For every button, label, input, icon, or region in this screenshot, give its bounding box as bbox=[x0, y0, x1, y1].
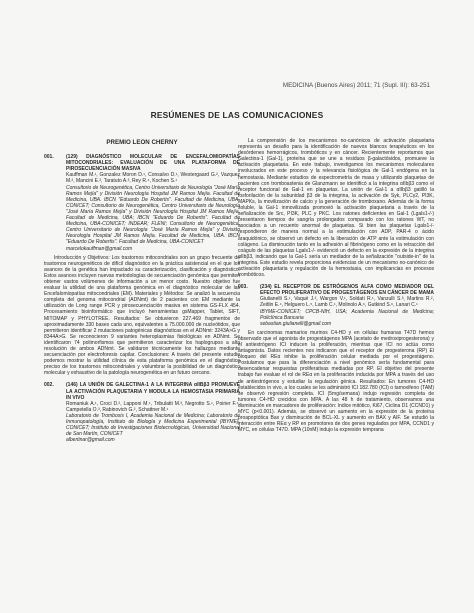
abstract-authors: Romaniuk A.¹, Croci D.², Lapponi M.¹, Tribulatti M.³, Negrotto S.¹, Poirier F.⁴, Campetella O.³, Rabinovich G.², Schattner M.¹ bbox=[66, 400, 240, 413]
abstract-title: (146) LA UNIÓN DE GALECTINA-1 A LA INTEGRINA αIIBβ3 PROMUEVE LA ACTIVACIÓN PLAQUETARIA Y MODULA LA HEMOSTASIA PRIMARIA IN VIVO bbox=[66, 382, 240, 401]
abstract-number: 002. bbox=[44, 382, 54, 389]
abstract-email: albertinar@gmail.com bbox=[66, 437, 115, 444]
right-column bbox=[238, 138, 434, 436]
abstract-body: En carcinomas mamarios murinos C4-HD y en células humanas T47D hemos observado que el agonista de progestágenos MPA (acetato de medroxiprogesterona) y el antiestrógeno ICI inducen la proliferación, mientras que ICI no actúa como antagonista. Datos recientes nos indicaron que el receptor de progesterona (RP) El bloqueo del REα inhibe la proliferación celular mediada por el progestágeno. Postulamos que para la diferenciación a nivel genómico sería fundamental para desencadenar respuestas proliferativas mediadas por RP. El objetivo del presente trabajo fue evaluar el rol de REα en la proliferación inducida por MPA a través del uso de antiestrógenos y estudiar la regulación génica. Resultados: En tumores C4-HD establecidos in vivo, a los cuales se les administró ICI 182.780 (ICI) o tamoxifeno (TAM) se observó regresión completa. ICI (5mg/semana) indujo regresión completa de tumores C4-HD crecidos con MPA. A las 48 h de tratamiento, observamos una disminución en marcadores de proliferación: índice mitótico, Ki67, Ciclina D1 (CCND1) y MYC (p<0.001). Además, se observó un aumento en la expresión de la proteína proapoptótica Bax y disminución de BCL-XL y aumento en BAX y AIF. Se estudió la interacción entre REα y RP en promotores de dos genes regulados por MPA, CCND1 y MYC, en células T47D. MPA (10nM) indujo la expresión temprana bbox=[238, 329, 434, 434]
abstract-affiliation: Laboratorio de Trombosis I, Academia Nacional de Medicina; Laboratorio de Inmunopatología, Instituto de Biología y Medicina Experimental (IBYME), CONICET; Instituto de Investigaciones Biotecnológicas, Universidad Nacional de San Martín, CONICET bbox=[66, 412, 240, 438]
abstract-body: La comprensión de los mecanismos no-canónicos de activación plaquetaria representa un desafío para la identificación de nuevos blancos terapéuticos en los desórdenes hemorrágicos, trombóticos y en cáncer. Recientemente reportamos que Galectina-1 (Gal-1), proteína que se une a residuos β-galactósidos, promueve la activación plaquetaria. En este trabajo, investigamos los mecanismos moleculares involucrados en este proceso y la relevancia fisiológica de Gal-1 endógena en la hemostasia. Mediante estudios de espectrometría de masa y utilizando plaquetas de pacientes con tromboastenia de Glanzmann se identificó a la integrina αIIbβ3 como el receptor funcional de Gal-1 en plaquetas. La unión de Gal-1 a αIIbβ3 gatilló la fosforilación de la subunidad β3 de la integrina, la activación de Syk, PLCγ2, PI3K, MAPKs, la movilización de calcio y la generación de tromboxano. Además de la forma soluble, la Gal-1 inmovilizada promovió la activación plaquetaria a través de la señalización de Src, PI3K, PLC y PKC. Los ratones deficientes en Gal-1 (Lgals1-/-) presentaron tiempos de sangría prolongados comparado con los ratones WT, no asociados a un recuento anormal de plaquetas. Si bien las plaquetas Lgals1-/- respondieron de manera normal a la estimulación con ADP, PAR-4 o ácido araquidónico, se observó un defecto en la liberación de ATP ante la estimulación con colágeno. La disminución tanto en la adhesión al fibrinógeno como en la retracción del coágulo de las plaquetas Lgals1-/- evidenció un defecto en la expresión de la integrina αIIbβ3, indicando que la Gal-1 sería un mediador de la señalización "outside-in" de la integrina. Este estudio revela proporciona evidencias de un mecanismo no-canónico de activación plaquetaria y regulación de la hemostasia, con implicancias en procesos trombóticos. bbox=[238, 138, 434, 279]
abstract-number: 003. bbox=[238, 284, 248, 291]
abstract-head bbox=[66, 154, 240, 252]
abstract-authors: Giulianelli S.¹, Vaqué J.², Wargon V.¹, Soldati R.¹, Vanzulli S.³, Martins R.², Zeitlin E.⁴, Helguero L.⁵, Lamb C.¹, Molinolo A.⁶, Gutkind S.⁶, Lanari C.¹ bbox=[260, 296, 434, 309]
abstract-head bbox=[66, 382, 240, 443]
abstract-002 bbox=[44, 382, 240, 443]
abstract-title: (234) EL RECEPTOR DE ESTRÓGENOS ALFA COMO MEDIADOR DEL EFECTO PROLIFERATIVO DE PROGESTÁGENOS EN CÁNCER DE MAMA bbox=[260, 284, 434, 297]
abstract-affiliation: IBYME-CONICET; CPCB-NIH, USA; Academia Nacional de Medicina; Policlínica Bancaria bbox=[260, 308, 434, 321]
abstract-affiliation: Consultorio de Neurogenética, Centro Universitario de Neurología "José María Ramos Mejía" y División Neurología Hospital JM Ramos Mejía. Facultad de Medicina, UBA. IBCN "Eduardo De Robertis". Facultad de Medicina, UBA-CONICET; Consultorio de Neurogenética, Centro Universitario de Neurología "José María Ramos Mejía" y División Neurología Hospital JM Ramos Mejía. Facultad de Medicina, UBA; IBCN "Eduardo De Robertis". Facultad de Medicina, UBA-CONICET; INDEAR; FLENI; Consultorio de Neurogenética, Centro Universitario de Neurología "José María Ramos Mejía" y División Neurología Hospital JM Ramos Mejía. Facultad de Medicina, UBA. IBCN "Eduardo De Robertis". Facultad de Medicina, UBA-CONICET bbox=[66, 184, 240, 246]
abstract-number: 001. bbox=[44, 154, 54, 161]
award-heading: PREMIO LEON CHERNY bbox=[106, 139, 178, 146]
abstract-003 bbox=[238, 284, 434, 327]
abstract-body: Introducción y Objetivos: Los trastornos mitocondriales son un grupo frecuente de trastornos neurogenéticos de difícil diagnóstico en la práctica asistencial en el que los avances de la genética han impactado su caracterización, clasificación y diagnóstico. Estos avances incluyen nuevas metodologías de secuenciación genómica que permiten obtener vastos volúmenes de información a un menor costo. Nuestro objetivo fue evaluar la utilidad de una plataforma genómica en el diagnóstico molecular de las Encefalomiopatías mitocondriales (EM). Materiales y Métodos: Se analizó la secuencia completa del genoma mitocondrial (ADNmt) de 2 pacientes con EM mediante la utilización de Long range PCR y pirosecuenciación masiva en sistema GS-FLX 454. Procesamiento bioinformático que incluyó herramientas gsMapper, Tablet, SIFT, MITOMAP y PHYLOTREE. Resultados: Se obtuvieron 227.469 fragmentos de aproximadamente 330 bases cada uno, equivalentes a 75.000.000 de nucleótidos, que permitieron identificar 2 mutaciones patogénicas diagnósticas en el ADNmt: 3243A>G y 8344A>G. Se reconocieron 9 variantes heteroplasmias fisiológicas en ADNmt. Se identificaron 74 polimorfismos que permitieron caracterizar los haplogrupos a alta resolución de ambos ADNmt. Se validaron técnicamente los hallazgos mediante secuenciación por electroforesis capilar. Conclusiones: A través del presente estudio podemos mostrar la utilidad clínica de esta plataforma genómica en el diagnóstico preciso de los trastornos mitocondriales y vislumbrar la posibilidad de un diagnóstico molecular y exhaustivo de la patología neurogenética en un futuro cercano. bbox=[44, 254, 240, 377]
abstract-email: marcelokauffman@gmail.com bbox=[66, 245, 133, 252]
left-column bbox=[44, 138, 240, 446]
abstract-head bbox=[260, 284, 434, 327]
abstract-001 bbox=[44, 154, 240, 252]
abstract-authors: Kauffman M.¹, Gonzalez Moron D.¹, Consalvo D.¹, Westergaard G.², Vazquez M.², Mancini E.², Taratuto A.³, Rey R.⁴, Kochen S.¹ bbox=[66, 172, 240, 185]
section-title: RESÚMENES DE LAS COMUNICACIONES bbox=[150, 110, 324, 120]
abstract-title: (129) DIAGNÓSTICO MOLECULAR DE ENCEFALOMIOPATÍAS MITOCONDRIALES: EVALUACIÓN DE UNA PLATAFORMA DE PIROSECUENCIACIÓN MASIVA bbox=[66, 154, 240, 173]
abstract-email: sebastian.giulianelli@gmail.com bbox=[260, 320, 332, 327]
journal-header: MEDICINA (Buenos Aires) 2011; 71 (Supl. III): 63-251 bbox=[282, 82, 430, 89]
